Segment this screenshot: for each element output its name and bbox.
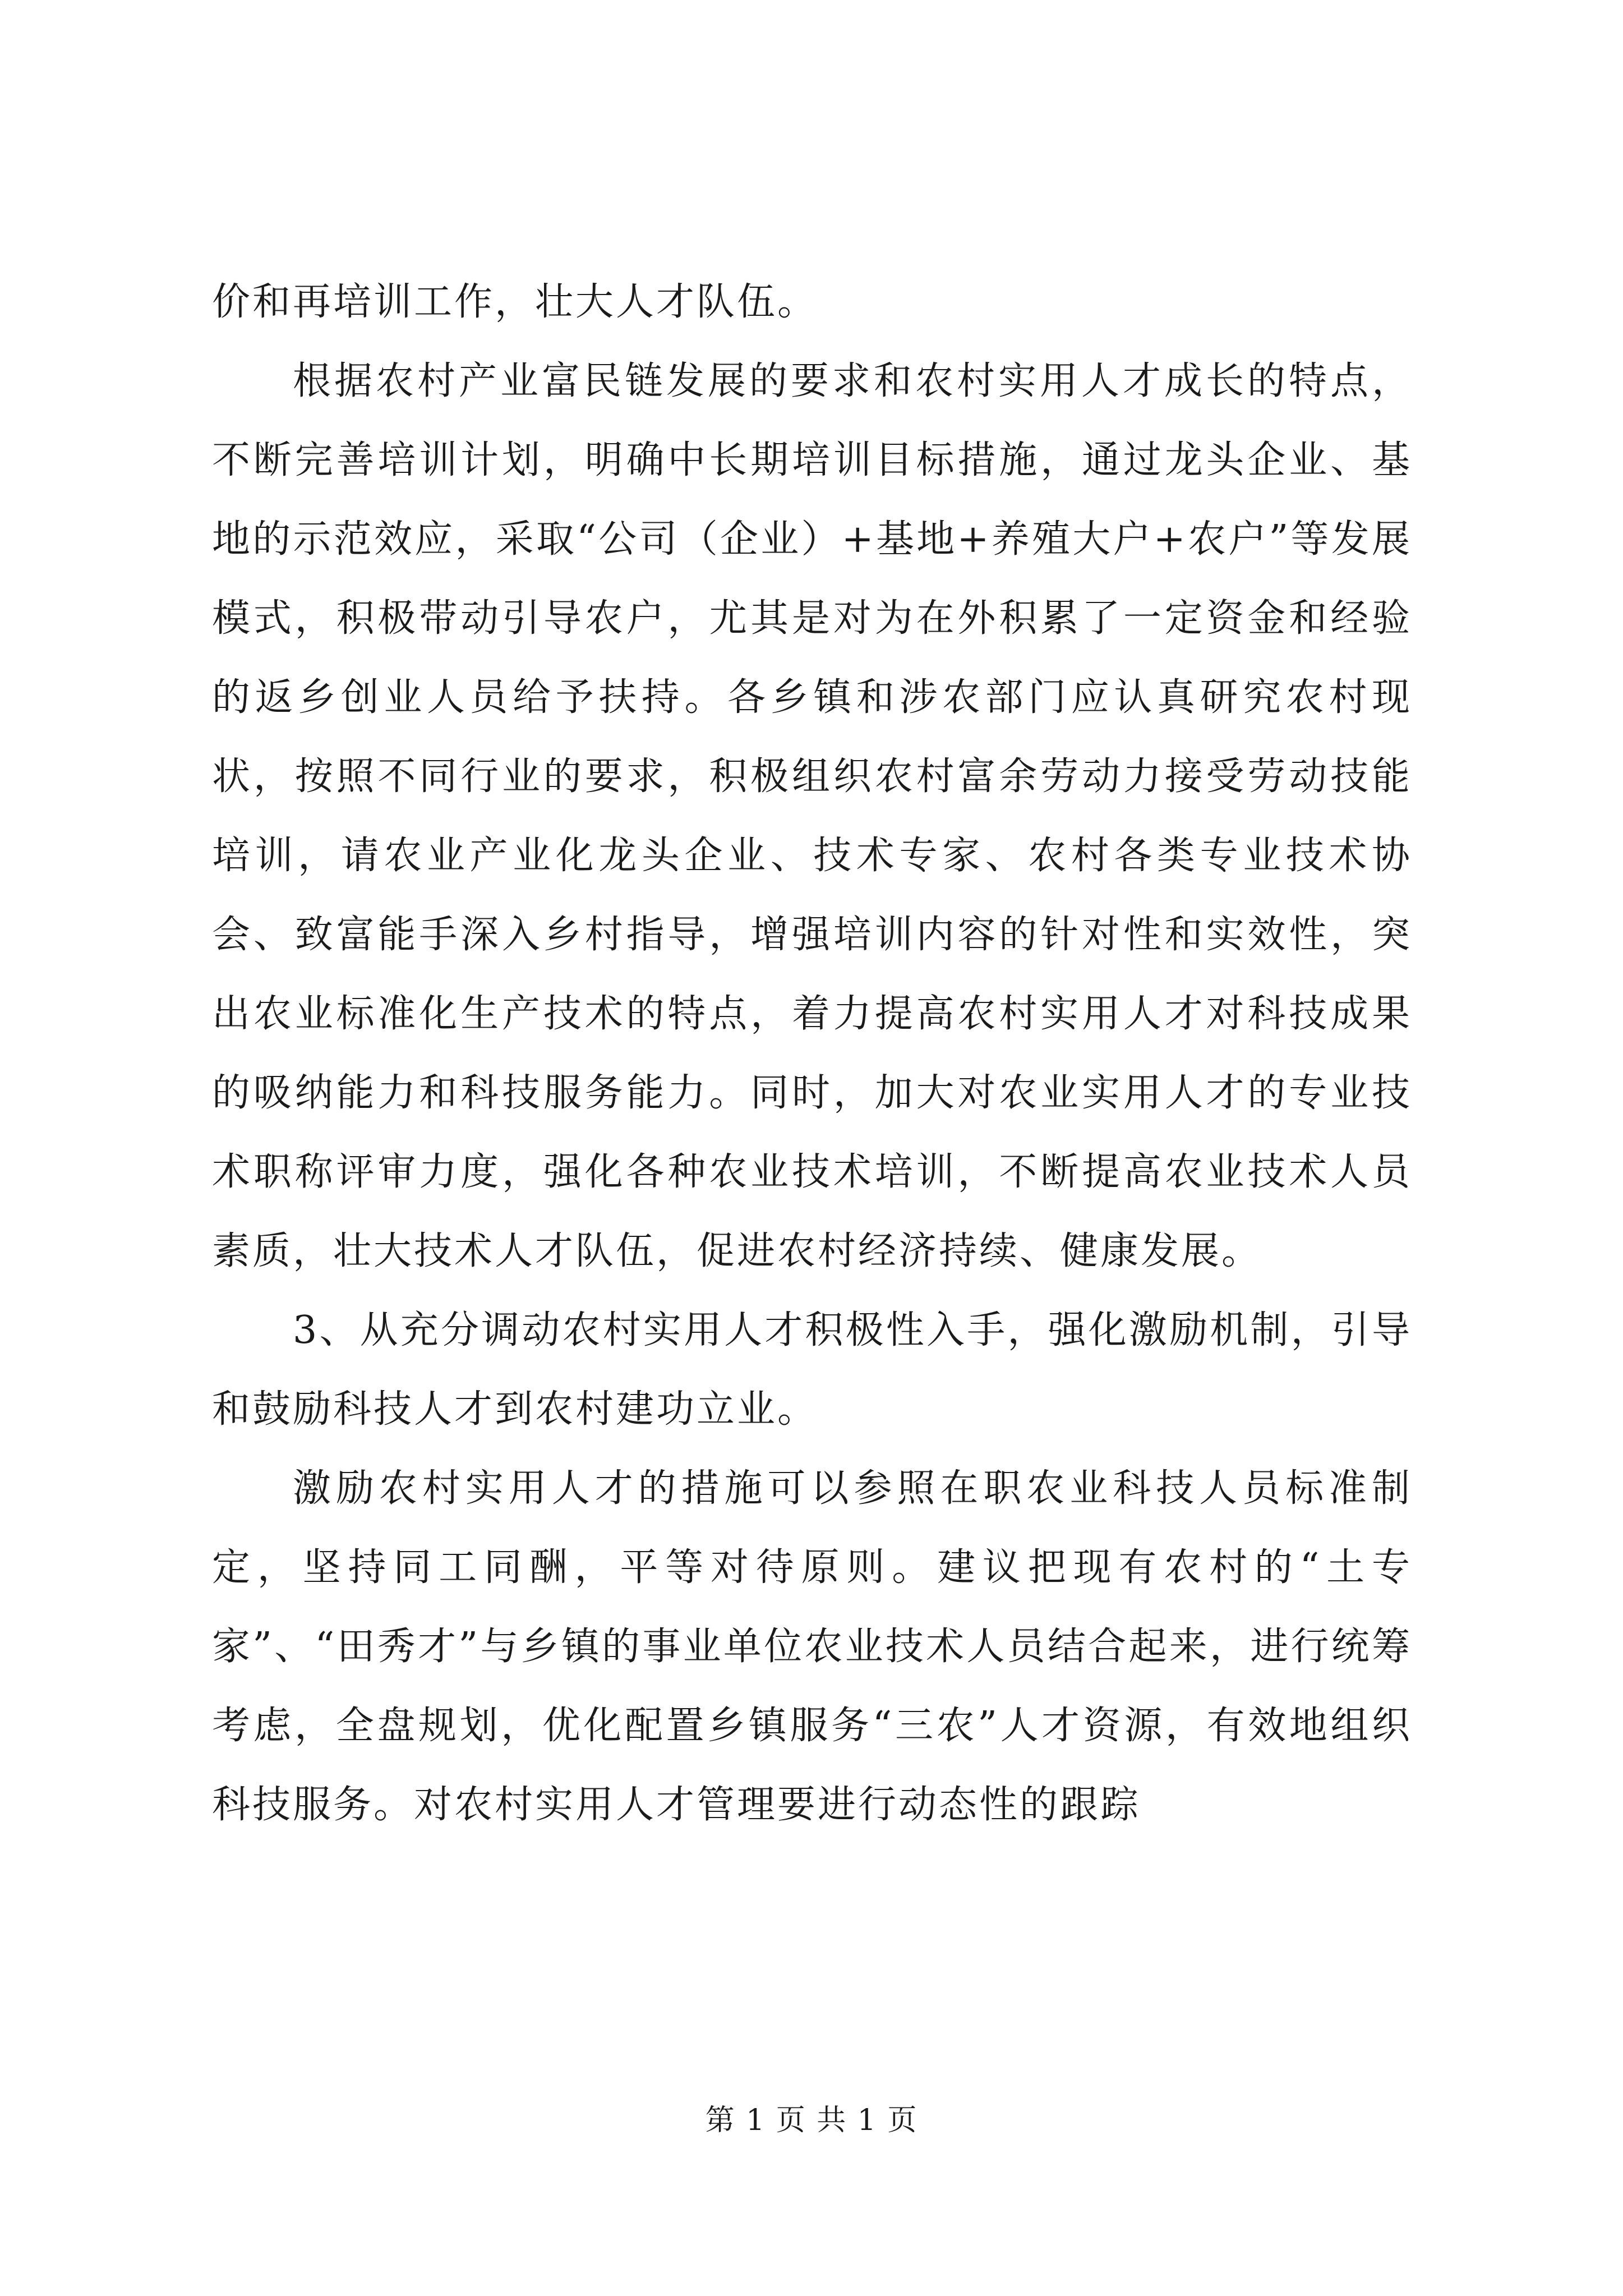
- paragraph-3-heading: 3、从充分调动农村实用人才积极性入手，强化激励机制，引导和鼓励科技人才到农村建功立业。: [212, 1308, 1412, 1432]
- page-footer: 第 1 页 共 1 页: [705, 2104, 918, 2137]
- paragraph-2: 根据农村产业富民链发展的要求和农村实用人才成长的特点，不断完善培训计划，明确中长期培训目标措施，通过龙头企业、基地的示范效应，采取“公司（企业）+基地+养殖大户+农户”等发展模式，积极带动引导农户，尤其是对为在外积累了一定资金和经验的返乡创业人员给予扶持。各乡镇和涉农部门应认真研究农村现状，按照不同行业的要求，积极组织农村富余劳动力接受劳动技能培训，请农业产业化龙头企业、技术专家、农村各类专业技术协会、致富能手深入乡村指导，增强培训内容的针对性和实效性，突出农业标准化生产技术的特点，着力提高农村实用人才对科技成果的吸纳能力和科技服务能力。同时，加大对农业实用人才的专业技术职称评审力度，强化各种农业技术培训，不断提高农业技术人员素质，壮大技术人才队伍，促进农村经济持续、健康发展。: [212, 359, 1412, 1273]
- paragraph-4: 激励农村实用人才的措施可以参照在职农业科技人员标准制定，坚持同工同酬，平等对待原则。建议把现有农村的“土专家”、“田秀才”与乡镇的事业单位农业技术人员结合起来，进行统筹考虑，全盘规划，优化配置乡镇服务“三农”人才资源，有效地组织科技服务。对农村实用人才管理要进行动态性的跟踪: [212, 1466, 1412, 1827]
- document-body: [212, 263, 1412, 1844]
- paragraph-1: 价和再培训工作，壮大人才队伍。: [212, 280, 818, 324]
